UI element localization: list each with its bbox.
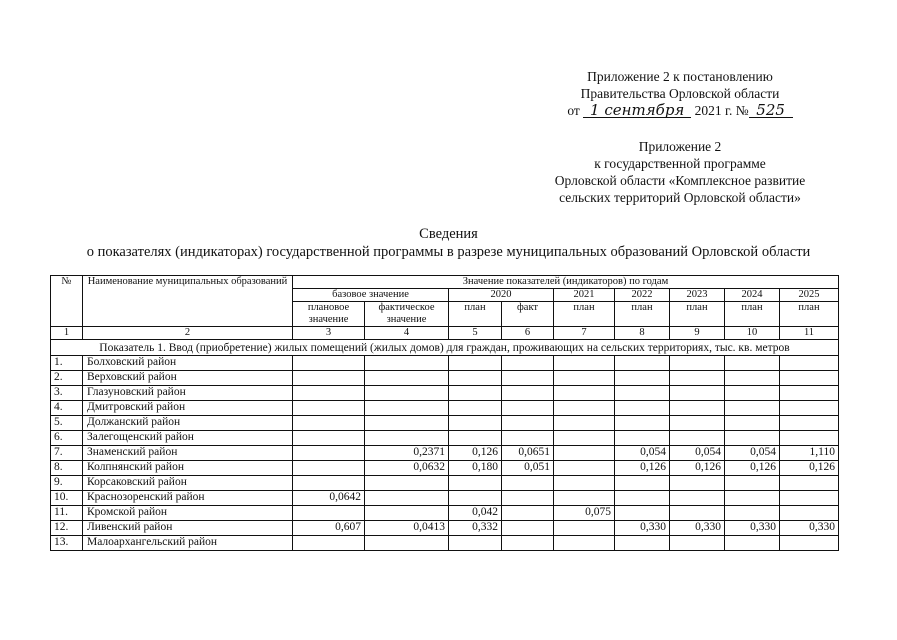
municipality-name: Малоархангельский район	[83, 536, 293, 551]
decree-date-line	[520, 102, 840, 119]
col-number-4: 4	[365, 327, 449, 340]
value-cell	[670, 431, 725, 446]
row-number: 6.	[51, 431, 83, 446]
value-cell	[725, 431, 780, 446]
header-plan-2025: план	[780, 302, 839, 327]
value-cell	[725, 506, 780, 521]
table-row	[51, 491, 839, 506]
header-number: №	[51, 276, 83, 327]
value-cell: 0,054	[725, 446, 780, 461]
header-year-2024: 2024	[725, 289, 780, 302]
municipality-name: Верховский район	[83, 371, 293, 386]
value-cell	[365, 491, 449, 506]
value-cell	[780, 371, 839, 386]
header-actual-value: фактическое значение	[365, 302, 449, 327]
decree-line-2: Правительства Орловской области	[580, 86, 780, 101]
handwritten-number: 525	[749, 103, 793, 118]
value-cell: 0,0632	[365, 461, 449, 476]
value-cell	[502, 476, 554, 491]
municipality-name: Ливенский район	[83, 521, 293, 536]
value-cell	[725, 386, 780, 401]
value-cell	[293, 536, 365, 551]
municipality-name: Колпнянский район	[83, 461, 293, 476]
value-cell	[449, 491, 502, 506]
indicators-table	[50, 275, 839, 551]
value-cell	[780, 506, 839, 521]
value-cell	[449, 536, 502, 551]
value-cell: 0,0642	[293, 491, 365, 506]
value-cell: 0,126	[449, 446, 502, 461]
value-cell	[780, 536, 839, 551]
value-cell	[293, 371, 365, 386]
value-cell	[670, 401, 725, 416]
value-cell	[615, 416, 670, 431]
municipality-name: Кромской район	[83, 506, 293, 521]
value-cell	[780, 386, 839, 401]
value-cell: 0,054	[670, 446, 725, 461]
value-cell	[670, 416, 725, 431]
value-cell: 0,126	[670, 461, 725, 476]
value-cell	[502, 431, 554, 446]
value-cell	[670, 506, 725, 521]
municipality-name: Знаменский район	[83, 446, 293, 461]
col-number-8: 8	[615, 327, 670, 340]
value-cell	[502, 506, 554, 521]
value-cell	[554, 401, 615, 416]
value-cell	[780, 491, 839, 506]
value-cell	[502, 536, 554, 551]
header-year-2021: 2021	[554, 289, 615, 302]
table-row	[51, 521, 839, 536]
program-line-1: Приложение 2	[638, 139, 722, 154]
value-cell	[615, 491, 670, 506]
value-cell	[615, 401, 670, 416]
table-row	[51, 506, 839, 521]
row-number: 4.	[51, 401, 83, 416]
document-heading	[0, 225, 897, 261]
table-row	[51, 401, 839, 416]
value-cell	[670, 491, 725, 506]
header-municipality: Наименование муниципальных образований	[83, 276, 293, 327]
col-number-2: 2	[83, 327, 293, 340]
table-row	[51, 371, 839, 386]
value-cell	[780, 401, 839, 416]
municipality-name: Глазуновский район	[83, 386, 293, 401]
value-cell: 0,042	[449, 506, 502, 521]
row-number: 5.	[51, 416, 83, 431]
value-cell	[365, 506, 449, 521]
table-row	[51, 461, 839, 476]
value-cell: 0,054	[615, 446, 670, 461]
value-cell: 0,126	[780, 461, 839, 476]
municipality-name: Болховский район	[83, 356, 293, 371]
header-plan-2023: план	[670, 302, 725, 327]
value-cell	[725, 536, 780, 551]
value-cell: 0,330	[725, 521, 780, 536]
value-cell	[365, 536, 449, 551]
value-cell	[725, 401, 780, 416]
value-cell: 0,126	[615, 461, 670, 476]
value-cell	[293, 416, 365, 431]
value-cell	[554, 431, 615, 446]
row-number: 9.	[51, 476, 83, 491]
value-cell	[365, 386, 449, 401]
value-cell: 0,2371	[365, 446, 449, 461]
header-year-2020: 2020	[449, 289, 554, 302]
value-cell	[554, 446, 615, 461]
row-number: 1.	[51, 356, 83, 371]
decree-appendix-note	[520, 68, 840, 119]
header-base-value: базовое значение	[293, 289, 449, 302]
value-cell	[365, 371, 449, 386]
value-cell	[780, 476, 839, 491]
value-cell	[554, 521, 615, 536]
value-cell	[725, 491, 780, 506]
header-plan-2021: план	[554, 302, 615, 327]
municipality-name: Дмитровский район	[83, 401, 293, 416]
value-cell	[670, 371, 725, 386]
value-cell	[365, 416, 449, 431]
document-title: Сведения	[419, 226, 478, 242]
value-cell	[725, 356, 780, 371]
value-cell	[449, 431, 502, 446]
value-cell: 0,051	[502, 461, 554, 476]
value-cell	[293, 476, 365, 491]
document-subtitle: о показателях (индикаторах) государственной программы в разрезе муниципальных образований Орловской области	[86, 244, 811, 260]
date-prefix: от	[567, 103, 580, 118]
value-cell	[780, 431, 839, 446]
value-cell	[449, 476, 502, 491]
value-cell	[615, 371, 670, 386]
value-cell: 0,126	[725, 461, 780, 476]
col-number-1: 1	[51, 327, 83, 340]
value-cell	[615, 356, 670, 371]
value-cell	[615, 431, 670, 446]
value-cell	[780, 356, 839, 371]
table-row	[51, 386, 839, 401]
value-cell	[293, 506, 365, 521]
table-row	[51, 446, 839, 461]
header-values-by-year: Значение показателей (индикаторов) по годам	[293, 276, 839, 289]
municipality-name: Корсаковский район	[83, 476, 293, 491]
row-number: 8.	[51, 461, 83, 476]
header-year-2022: 2022	[615, 289, 670, 302]
indicator-1-heading: Показатель 1. Ввод (приобретение) жилых помещений (жилых домов) для граждан, проживающих на сельских территориях, тыс. кв. метров	[51, 340, 839, 356]
value-cell	[554, 371, 615, 386]
value-cell	[293, 446, 365, 461]
value-cell	[365, 431, 449, 446]
program-appendix-note	[520, 138, 840, 206]
header-year-2023: 2023	[670, 289, 725, 302]
program-line-4: сельских территорий Орловской области»	[559, 190, 801, 205]
value-cell	[554, 356, 615, 371]
value-cell	[293, 356, 365, 371]
value-cell	[554, 536, 615, 551]
value-cell	[615, 386, 670, 401]
col-number-5: 5	[449, 327, 502, 340]
col-number-3: 3	[293, 327, 365, 340]
municipality-name: Краснозоренский район	[83, 491, 293, 506]
table-row	[51, 431, 839, 446]
col-number-7: 7	[554, 327, 615, 340]
table-row	[51, 476, 839, 491]
value-cell: 0,330	[615, 521, 670, 536]
value-cell	[725, 371, 780, 386]
value-cell	[725, 416, 780, 431]
value-cell: 0,330	[670, 521, 725, 536]
value-cell	[502, 491, 554, 506]
value-cell	[670, 356, 725, 371]
value-cell: 0,332	[449, 521, 502, 536]
value-cell	[365, 356, 449, 371]
row-number: 13.	[51, 536, 83, 551]
col-number-9: 9	[670, 327, 725, 340]
program-line-2: к государственной программе	[594, 156, 766, 171]
header-plan-2024: план	[725, 302, 780, 327]
value-cell	[293, 401, 365, 416]
header-fact-2020: факт	[502, 302, 554, 327]
row-number: 11.	[51, 506, 83, 521]
value-cell	[780, 416, 839, 431]
municipality-rows	[51, 356, 839, 551]
handwritten-date: 1 сентября	[583, 103, 691, 118]
value-cell	[554, 491, 615, 506]
value-cell: 0,0651	[502, 446, 554, 461]
value-cell: 0,330	[780, 521, 839, 536]
municipality-name: Залегощенский район	[83, 431, 293, 446]
value-cell	[502, 521, 554, 536]
value-cell	[449, 371, 502, 386]
program-line-3: Орловской области «Комплексное развитие	[554, 173, 806, 188]
value-cell	[293, 461, 365, 476]
header-year-2025: 2025	[780, 289, 839, 302]
value-cell	[554, 416, 615, 431]
value-cell	[365, 401, 449, 416]
value-cell: 1,110	[780, 446, 839, 461]
row-number: 7.	[51, 446, 83, 461]
row-number: 10.	[51, 491, 83, 506]
date-suffix: 2021 г. №	[694, 103, 749, 118]
value-cell	[554, 386, 615, 401]
value-cell	[554, 461, 615, 476]
decree-line-1: Приложение 2 к постановлению	[587, 69, 773, 84]
header-planned-value: плановое значение	[293, 302, 365, 327]
value-cell	[615, 536, 670, 551]
value-cell: 0,0413	[365, 521, 449, 536]
col-number-10: 10	[725, 327, 780, 340]
value-cell	[554, 476, 615, 491]
value-cell	[502, 371, 554, 386]
value-cell	[670, 536, 725, 551]
value-cell	[615, 476, 670, 491]
value-cell	[502, 416, 554, 431]
value-cell: 0,180	[449, 461, 502, 476]
value-cell: 0,607	[293, 521, 365, 536]
value-cell	[449, 401, 502, 416]
table-row	[51, 416, 839, 431]
value-cell	[502, 386, 554, 401]
row-number: 12.	[51, 521, 83, 536]
table-row	[51, 356, 839, 371]
table-row	[51, 536, 839, 551]
value-cell	[293, 431, 365, 446]
col-number-11: 11	[780, 327, 839, 340]
value-cell: 0,075	[554, 506, 615, 521]
municipality-name: Должанский район	[83, 416, 293, 431]
col-number-6: 6	[502, 327, 554, 340]
value-cell	[670, 476, 725, 491]
value-cell	[293, 386, 365, 401]
header-plan-2022: план	[615, 302, 670, 327]
value-cell	[615, 506, 670, 521]
value-cell	[725, 476, 780, 491]
row-number: 3.	[51, 386, 83, 401]
header-plan-2020: план	[449, 302, 502, 327]
value-cell	[449, 386, 502, 401]
value-cell	[449, 356, 502, 371]
row-number: 2.	[51, 371, 83, 386]
value-cell	[502, 356, 554, 371]
value-cell	[365, 476, 449, 491]
value-cell	[449, 416, 502, 431]
value-cell	[502, 401, 554, 416]
value-cell	[670, 386, 725, 401]
